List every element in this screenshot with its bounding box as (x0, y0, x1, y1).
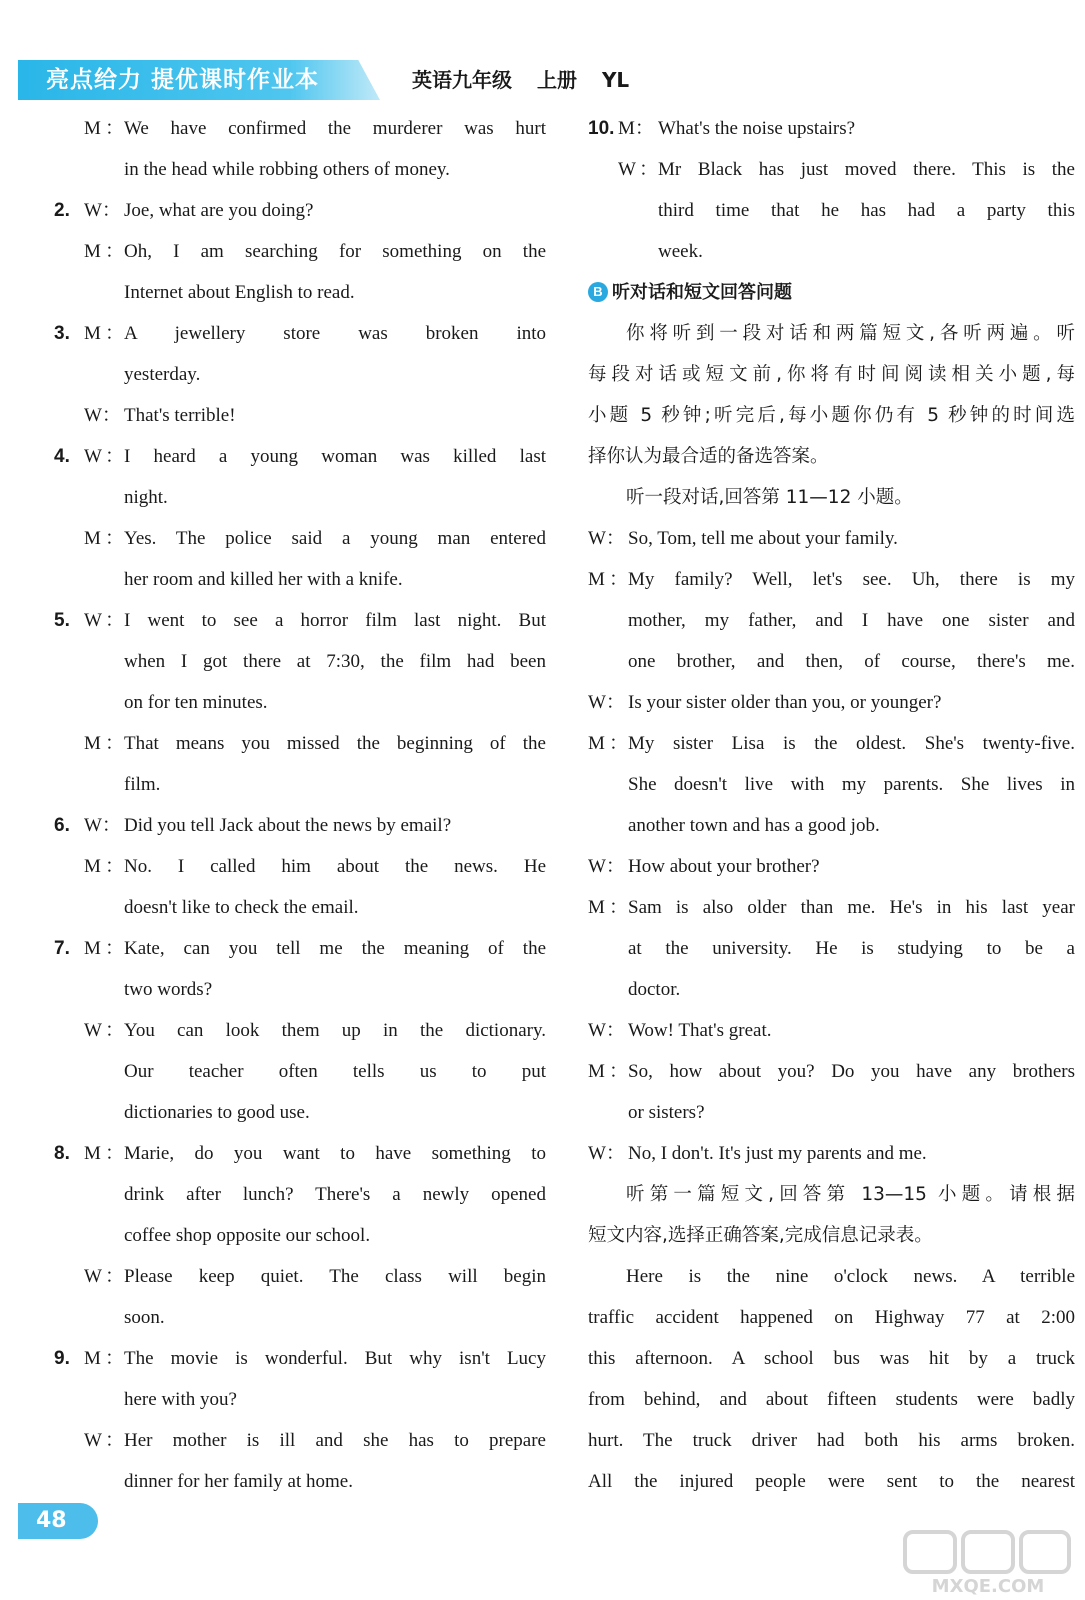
line-text: We have confirmed the murderer was hurt (124, 118, 546, 139)
section-b-icon: B (588, 282, 608, 302)
passage-line: Here is the nine o'clock news. A terrible (626, 1266, 1075, 1287)
line-text: two words? (124, 979, 213, 1000)
line-text: mother, my father, and I have one sister and (628, 610, 1075, 631)
speaker-label: W： (84, 815, 121, 836)
instruction-line: 每段对话或短文前,你将有时间阅读相关小题,每 (588, 364, 1075, 385)
question-number: 8. (54, 1143, 70, 1164)
speaker-label: M： (84, 1348, 124, 1369)
speaker-label: M： (84, 1143, 124, 1164)
line-text: night. (124, 487, 168, 508)
text-line (54, 1338, 546, 1379)
line-text: coffee shop opposite our school. (124, 1225, 371, 1246)
section-b-instructions (588, 313, 1075, 477)
passage-line: All the injured people were sent to the nearest (588, 1471, 1075, 1492)
passage-line: hurt. The truck driver had both his arms broken. (588, 1430, 1075, 1451)
section-b-title: 听对话和短文回答问题 (612, 282, 792, 303)
speaker-label: W： (84, 446, 124, 467)
text-line (54, 1010, 546, 1051)
text-line (588, 600, 1075, 641)
speaker-label: W： (588, 1143, 625, 1164)
right-column (588, 108, 1075, 1502)
line-text: at the university. He is studying to be a (628, 938, 1075, 959)
line-text: The movie is wonderful. But why isn't Lucy (124, 1348, 546, 1369)
text-line (54, 436, 546, 477)
text-line (54, 1215, 546, 1256)
text-line (54, 272, 546, 313)
text-line (54, 108, 546, 149)
line-text: doesn't like to check the email. (124, 897, 359, 918)
question-number: 4. (54, 446, 70, 467)
text-line (588, 682, 1075, 723)
line-text: Kate, can you tell me the meaning of the (124, 938, 546, 959)
text-line (54, 887, 546, 928)
speaker-label: M： (84, 733, 124, 754)
text-line (54, 1133, 546, 1174)
line-text: Mr Black has just moved there. This is the (658, 159, 1075, 180)
line-text: one brother, and then, of course, there's me. (628, 651, 1075, 672)
speaker-label: M： (84, 118, 124, 139)
line-text: So, how about you? Do you have any brothers (628, 1061, 1075, 1082)
watermark-logo (903, 1530, 1073, 1596)
passage-line: traffic accident happened on Highway 77 at 2:00 (588, 1307, 1075, 1328)
speaker-label: M： (84, 241, 124, 262)
line-text: No. I called him about the news. He (124, 856, 546, 877)
text-line (588, 846, 1075, 887)
text-line (54, 1092, 546, 1133)
line-text: You can look them up in the dictionary. (124, 1020, 546, 1041)
speaker-label: M： (618, 118, 654, 139)
edition-label: YL (601, 68, 630, 92)
right-top-dialogues (588, 108, 1075, 272)
text-line (54, 354, 546, 395)
text-line (54, 559, 546, 600)
text-line (54, 928, 546, 969)
line-text: Oh, I am searching for something on the (124, 241, 546, 262)
text-line (54, 1420, 546, 1461)
speaker-label: M： (588, 897, 628, 918)
line-text: I heard a young woman was killed last (124, 446, 546, 467)
speaker-label: W： (618, 159, 658, 180)
speaker-label: W： (84, 1020, 124, 1041)
text-line (588, 559, 1075, 600)
line-text: No, I don't. It's just my parents and me. (628, 1143, 927, 1164)
question-number: 10. (588, 118, 615, 139)
line-text: or sisters? (628, 1102, 705, 1123)
family-dialogue (588, 518, 1075, 1174)
line-text: her room and killed her with a knife. (124, 569, 403, 590)
text-line (54, 1051, 546, 1092)
section-b-heading (588, 272, 1075, 313)
line-text: drink after lunch? There's a newly opened (124, 1184, 546, 1205)
text-line (588, 1092, 1075, 1133)
text-line (54, 969, 546, 1010)
text-line (54, 723, 546, 764)
line-text: dictionaries to good use. (124, 1102, 310, 1123)
text-line (54, 231, 546, 272)
text-line (54, 1461, 546, 1502)
page-number: 48 (18, 1503, 98, 1539)
text-line (54, 518, 546, 559)
question-number: 9. (54, 1348, 70, 1369)
line-text: My family? Well, let's see. Uh, there is my (628, 569, 1075, 590)
line-text: Wow! That's great. (628, 1020, 772, 1041)
line-text: What's the noise upstairs? (658, 118, 856, 139)
line-text: Joe, what are you doing? (124, 200, 314, 221)
line-text: So, Tom, tell me about your family. (628, 528, 898, 549)
line-text: when I got there at 7:30, the film had been (124, 651, 546, 672)
speaker-label: M： (588, 1061, 628, 1082)
text-line (54, 805, 546, 846)
speaker-label: M： (84, 856, 124, 877)
speaker-label: M： (588, 569, 628, 590)
watermark-text: MXQE.COM (931, 1576, 1045, 1596)
line-text: Did you tell Jack about the news by email? (124, 815, 452, 836)
text-line (54, 190, 546, 231)
line-text: My sister Lisa is the oldest. She's twenty-five. (628, 733, 1075, 754)
text-line (588, 805, 1075, 846)
speaker-label: W： (588, 1020, 625, 1041)
text-line (54, 1379, 546, 1420)
text-line (588, 190, 1075, 231)
question-number: 7. (54, 938, 70, 959)
instruction-line: 小题 5 秒钟;听完后,每小题你仍有 5 秒钟的时间选 (588, 405, 1075, 426)
speaker-label: W： (84, 200, 121, 221)
line-text: film. (124, 774, 161, 795)
text-line (54, 477, 546, 518)
text-line (54, 846, 546, 887)
text-line (54, 1256, 546, 1297)
news-passage (588, 1256, 1075, 1502)
line-text: Sam is also older than me. He's in his last year (628, 897, 1075, 918)
header-subject (412, 64, 647, 96)
speaker-label: W： (84, 405, 121, 426)
line-text: Yes. The police said a young man entered (124, 528, 546, 549)
dialogue-intro: 听一段对话,回答第 11—12 小题。 (626, 487, 913, 508)
line-text: on for ten minutes. (124, 692, 268, 713)
speaker-label: W： (588, 528, 625, 549)
instruction-line: 你将听到一段对话和两篇短文,各听两遍。听 (626, 323, 1075, 344)
line-text: doctor. (628, 979, 681, 1000)
line-text: Our teacher often tells us to put (124, 1061, 546, 1082)
text-line (54, 1297, 546, 1338)
text-line (588, 928, 1075, 969)
text-line (54, 600, 546, 641)
text-line (54, 149, 546, 190)
subject-label: 英语九年级 (412, 68, 512, 92)
text-line (588, 518, 1075, 559)
text-line (588, 1051, 1075, 1092)
speaker-label: M： (84, 528, 124, 549)
text-line (54, 1174, 546, 1215)
text-line (588, 723, 1075, 764)
passage-line: from behind, and about fifteen students were badly (588, 1389, 1075, 1410)
line-text: week. (658, 241, 703, 262)
line-text: another town and has a good job. (628, 815, 880, 836)
text-line (588, 231, 1075, 272)
left-column (54, 108, 546, 1502)
speaker-label: M： (84, 938, 124, 959)
question-number: 5. (54, 610, 70, 631)
speaker-label: W： (84, 1430, 124, 1451)
line-text: here with you? (124, 1389, 237, 1410)
speaker-label: M： (588, 733, 628, 754)
text-line (588, 641, 1075, 682)
line-text: yesterday. (124, 364, 201, 385)
line-text: I went to see a horror film last night. But (124, 610, 546, 631)
text-line (588, 764, 1075, 805)
line-text: How about your brother? (628, 856, 820, 877)
line-text: Her mother is ill and she has to prepare (124, 1430, 546, 1451)
text-line (54, 764, 546, 805)
line-text: Please keep quiet. The class will begin (124, 1266, 546, 1287)
text-line (54, 395, 546, 436)
volume-label: 上册 (536, 68, 577, 92)
passage-intro (588, 1174, 1075, 1256)
text-line (588, 1133, 1075, 1174)
text-line (588, 1010, 1075, 1051)
text-line (588, 149, 1075, 190)
speaker-label: W： (588, 692, 625, 713)
line-text: third time that he has had a party this (658, 200, 1075, 221)
line-text: in the head while robbing others of money. (124, 159, 450, 180)
line-text: That means you missed the beginning of the (124, 733, 546, 754)
line-text: soon. (124, 1307, 165, 1328)
instruction-line: 择你认为最合适的备选答案。 (588, 446, 829, 467)
passage-intro-line: 听第一篇短文,回答第 13—15 小题。请根据 (626, 1184, 1075, 1205)
line-text: She doesn't live with my parents. She lives in (628, 774, 1075, 795)
speaker-label: W： (84, 610, 124, 631)
line-text: That's terrible! (124, 405, 236, 426)
line-text: Internet about English to read. (124, 282, 355, 303)
text-line (588, 969, 1075, 1010)
text-line (588, 108, 1075, 149)
line-text: Is your sister older than you, or younger? (628, 692, 942, 713)
speaker-label: W： (588, 856, 625, 877)
passage-line: this afternoon. A school bus was hit by a truck (588, 1348, 1075, 1369)
speaker-label: M： (84, 323, 124, 344)
question-number: 6. (54, 815, 70, 836)
text-line (54, 313, 546, 354)
text-line (588, 887, 1075, 928)
line-text: A jewellery store was broken into (124, 323, 546, 344)
line-text: dinner for her family at home. (124, 1471, 353, 1492)
question-number: 3. (54, 323, 70, 344)
speaker-label: W： (84, 1266, 124, 1287)
text-line (54, 682, 546, 723)
question-number: 2. (54, 200, 70, 221)
passage-intro-line: 短文内容,选择正确答案,完成信息记录表。 (588, 1225, 933, 1246)
text-line (54, 641, 546, 682)
header-brand: 亮点给力 提优课时作业本 (46, 67, 320, 93)
line-text: Marie, do you want to have something to (124, 1143, 546, 1164)
